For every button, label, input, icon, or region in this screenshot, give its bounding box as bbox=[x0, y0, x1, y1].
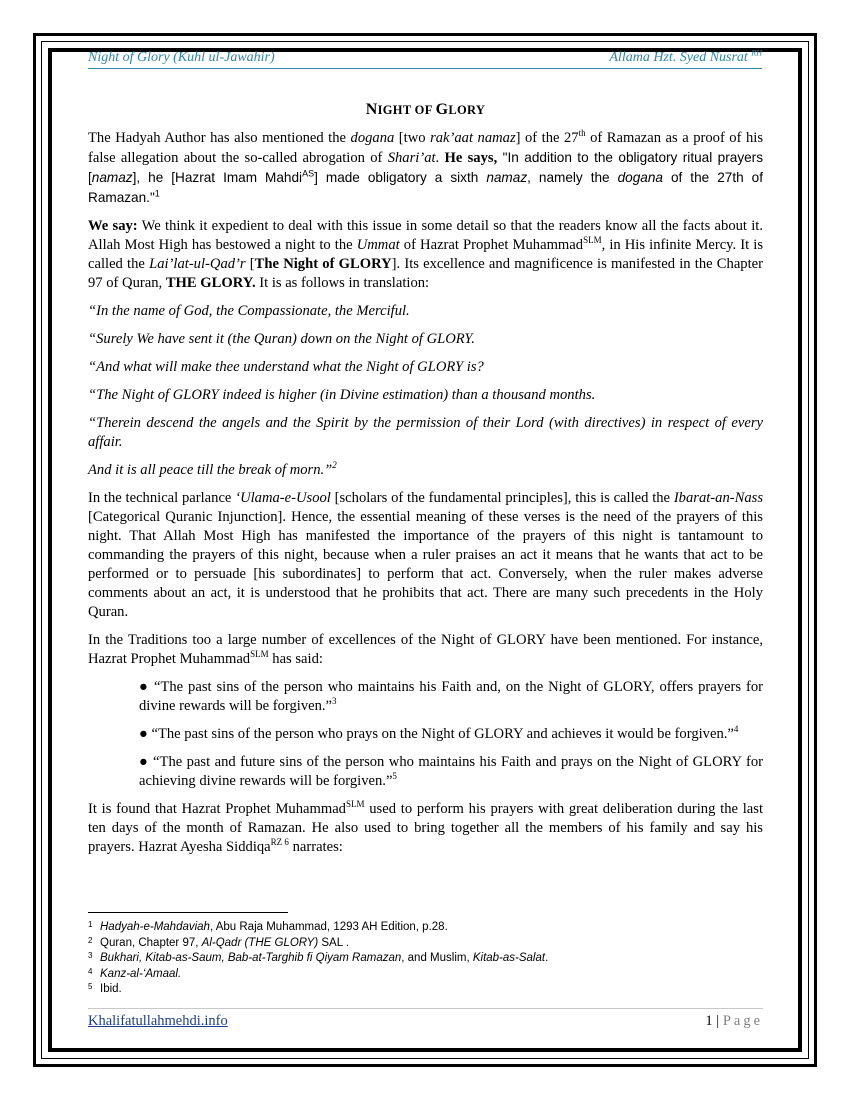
footnotes bbox=[88, 920, 763, 998]
footnote: 3 Bukhari, Kitab-as-Saum, Bab-at-Targhib fi Qiyam Ramazan, and Muslim, Kitab-as-Salat. bbox=[88, 951, 549, 964]
website-link[interactable]: Khalifatullahmehdi.info bbox=[88, 1013, 228, 1029]
list-item: ● “The past and future sins of the person who maintains his Faith and prays on the Night of GLORY for achieving divine rewards will be forgiven.”$^5$ bbox=[139, 754, 763, 789]
list-item: ● “The past sins of the person who prays on the Night of GLORY and achieves it would be forgiven.”$^4$ bbox=[139, 724, 739, 742]
list-item: ● “The past sins of the person who maintains his Faith and, on the Night of GLORY, offers prayers for divine rewards will be forgiven.”$^3$ bbox=[139, 679, 763, 714]
paragraph-2: We say: We think it expedient to deal with this issue in some detail so that the readers know all the facts about it. Allah Most High has bestowed a night to the Ummat of Hazrat Prophet Muhammad$^{SLM}$, in His infinite Mercy. It is called the Lai’lat-ul-Qad’r [The Night of GLORY]. Its excellence and magnificence is manifested in the Chapter 97 of Quran, THE GLORY. It is as follows in translation: bbox=[88, 218, 764, 291]
page-footer bbox=[88, 1008, 763, 1030]
page-title: NIGHT OF GLORY bbox=[365, 101, 486, 118]
quote-line: “Therein descend the angels and the Spirit by the permission of their Lord (with directives) in respect of every affair. bbox=[88, 415, 763, 450]
footnote: 2 Quran, Chapter 97, Al-Qadr (THE GLORY) SAL . bbox=[88, 935, 350, 949]
running-header bbox=[88, 50, 762, 69]
hadith-list bbox=[139, 678, 763, 791]
quote-line: “And what will make thee understand what the Night of GLORY is? bbox=[88, 359, 484, 375]
paragraph-3: In the technical parlance ‘Ulama-e-Usool [scholars of the fundamental principles], this is called the Ibarat-an-Nass [Categorical Quranic Injunction]. Hence, the essential meaning of these verses is the need of the prayers of this night. That Allah Most High has manifested the importance of the prayers of this night is tantamount to commanding the prayers of this night, because when a ruler praises an act it means that he wants that act to be performed or to persuade [his subordinates] to perform that act. Conversely, when the ruler makes adverse comments about an act, it is understood that he prohibits that act. There are many such precedents in the Holy Quran. bbox=[88, 490, 763, 620]
quote-line-last: And it is all peace till the break of morn.”$^2$ bbox=[88, 460, 337, 478]
paragraph-4: In the Traditions too a large number of excellences of the Night of GLORY have been mentioned. For instance, Hazrat Prophet Muhammad$^{SLM}$ has said: bbox=[88, 632, 763, 667]
header-left: Night of Glory (Kuhl ul-Jawahir) bbox=[88, 50, 275, 65]
main-content bbox=[88, 100, 763, 866]
quote-line: “Surely We have sent it (the Quran) down on the Night of GLORY. bbox=[88, 331, 475, 347]
footnote-separator bbox=[88, 912, 288, 913]
paragraph-5: It is found that Hazrat Prophet Muhammad$^{SLM}$ used to perform his prayers with great deliberation during the last ten days of the month of Ramazan. He also used to bring together all the members of his family and say his prayers. Hazrat Ayesha Siddiqa$^{RZ 6}$ narrates: bbox=[88, 799, 763, 855]
footnote: 1 Hadyah-e-Mahdaviah, Abu Raja Muhammad, 1293 AH Edition, p.28. bbox=[88, 920, 448, 933]
quote-line: “In the name of God, the Compassionate, the Merciful. bbox=[88, 303, 410, 319]
quote-line: “The Night of GLORY indeed is higher (in Divine estimation) than a thousand months. bbox=[88, 387, 596, 403]
footnote: 4 Kanz-al-‘Amaal. bbox=[88, 966, 182, 980]
header-right: Allama Hzt. Syed Nusrat $^{RH}$ bbox=[609, 48, 762, 65]
footnote: 5 Ibid. bbox=[88, 982, 122, 995]
paragraph-1: The Hadyah Author has also mentioned the dogana [two rak’aat namaz] of the 27th of Ramazan as a proof of his false allegation about the so-called abrogation of Shari’at. He says, "In addition to the obligatory ritual prayers [namaz], he [Hazrat Imam Mahdi$^{AS}$] made obligatory a sixth namaz, namely the dogana of the 27th of Ramazan."$^1$ bbox=[88, 128, 764, 205]
page-number: 1 | Page bbox=[705, 1013, 763, 1029]
